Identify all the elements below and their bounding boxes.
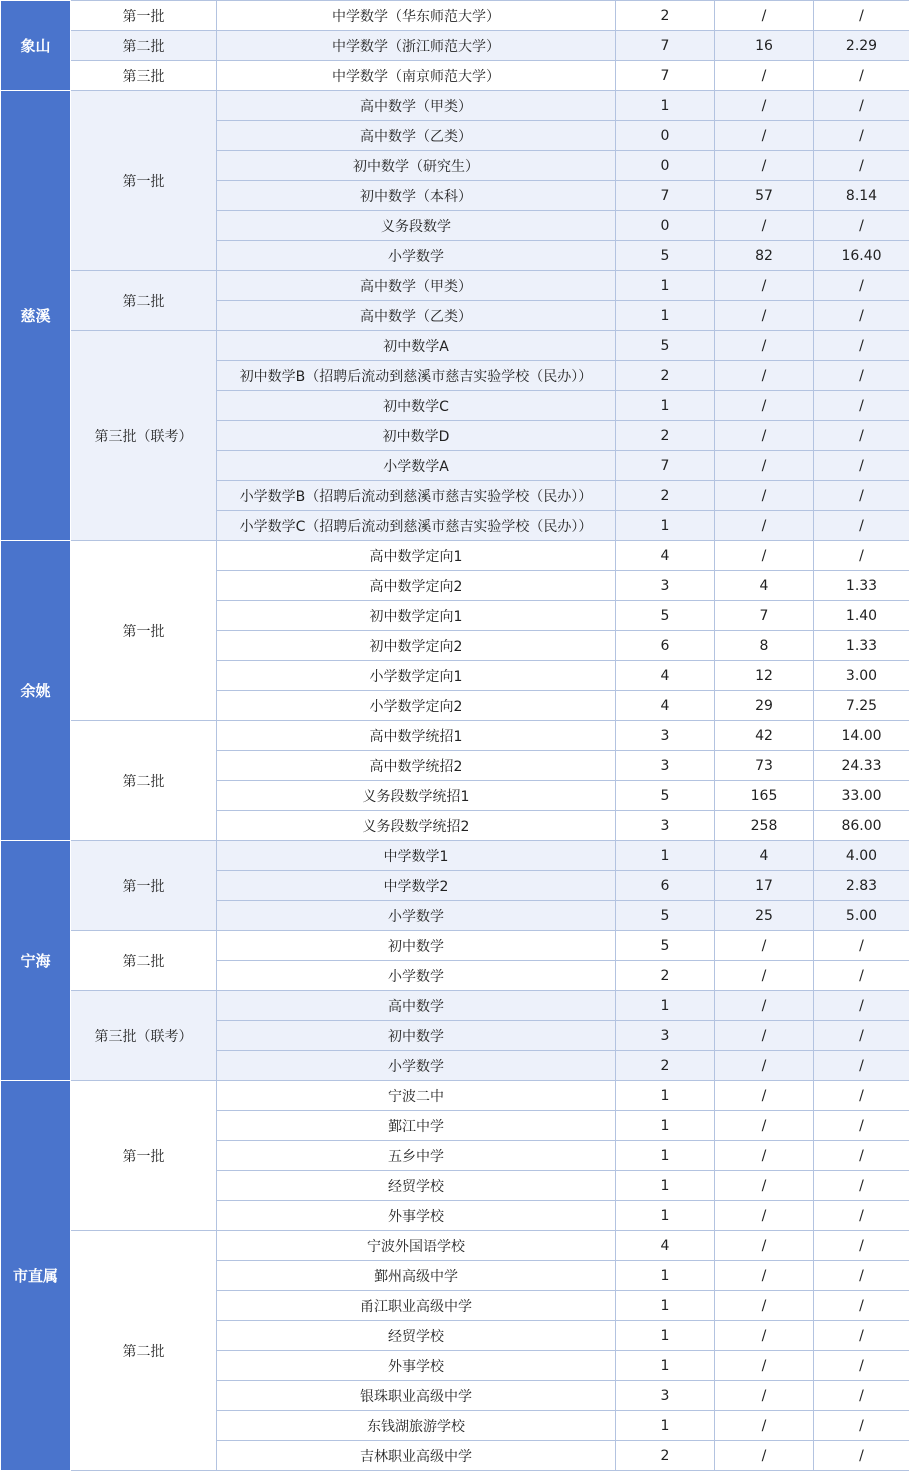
region-cell: 慈溪 [1,91,71,541]
quota-cell: 1 [616,1141,715,1171]
subject-cell: 高中数学统招1 [217,721,616,751]
subject-cell: 小学数学B（招聘后流动到慈溪市慈吉实验学校（民办）） [217,481,616,511]
applicants-cell: / [715,91,814,121]
batch-cell: 第一批 [71,1,217,31]
subject-cell: 高中数学（乙类） [217,121,616,151]
ratio-cell: / [814,481,909,511]
applicants-cell: / [715,211,814,241]
subject-cell: 初中数学C [217,391,616,421]
subject-cell: 小学数学C（招聘后流动到慈溪市慈吉实验学校（民办）） [217,511,616,541]
applicants-cell: / [715,361,814,391]
applicants-cell: / [715,121,814,151]
ratio-cell: / [814,541,909,571]
applicants-cell: / [715,61,814,91]
subject-cell: 小学数学 [217,961,616,991]
quota-cell: 2 [616,1441,715,1471]
subject-cell: 高中数学（乙类） [217,301,616,331]
ratio-cell: 86.00 [814,811,909,841]
ratio-cell: / [814,1441,909,1471]
subject-cell: 小学数学 [217,1051,616,1081]
subject-cell: 高中数学定向2 [217,571,616,601]
ratio-cell: / [814,1291,909,1321]
applicants-cell: / [715,1,814,31]
table-row [1,91,909,121]
table-row [1,271,909,301]
subject-cell: 小学数学 [217,241,616,271]
ratio-cell: / [814,61,909,91]
quota-cell: 1 [616,511,715,541]
subject-cell: 高中数学 [217,991,616,1021]
applicants-cell: / [715,961,814,991]
applicants-cell: / [715,1051,814,1081]
applicants-cell: 8 [715,631,814,661]
subject-cell: 小学数学 [217,901,616,931]
applicants-cell: / [715,1171,814,1201]
ratio-cell: / [814,211,909,241]
ratio-cell: 3.00 [814,661,909,691]
quota-cell: 5 [616,781,715,811]
applicants-cell: 16 [715,31,814,61]
quota-cell: 3 [616,751,715,781]
table-row [1,1,909,31]
ratio-cell: 1.40 [814,601,909,631]
ratio-cell: 8.14 [814,181,909,211]
ratio-cell: / [814,991,909,1021]
ratio-cell: / [814,361,909,391]
ratio-cell: / [814,451,909,481]
applicants-cell: 25 [715,901,814,931]
applicants-cell: / [715,151,814,181]
quota-cell: 7 [616,31,715,61]
subject-cell: 义务段数学统招2 [217,811,616,841]
subject-cell: 初中数学定向1 [217,601,616,631]
ratio-cell: / [814,1,909,31]
quota-cell: 1 [616,1321,715,1351]
ratio-cell: 16.40 [814,241,909,271]
quota-cell: 3 [616,1021,715,1051]
applicants-cell: 258 [715,811,814,841]
ratio-cell: 1.33 [814,571,909,601]
quota-cell: 1 [616,91,715,121]
quota-cell: 1 [616,301,715,331]
ratio-cell: / [814,1051,909,1081]
quota-cell: 3 [616,1381,715,1411]
batch-cell: 第一批 [71,91,217,271]
batch-cell: 第二批 [71,931,217,991]
ratio-cell: / [814,1381,909,1411]
applicants-cell: / [715,451,814,481]
subject-cell: 宁波外国语学校 [217,1231,616,1261]
quota-cell: 0 [616,151,715,181]
quota-cell: 3 [616,721,715,751]
quota-cell: 1 [616,391,715,421]
ratio-cell: / [814,1111,909,1141]
applicants-cell: / [715,1201,814,1231]
ratio-cell: / [814,1411,909,1441]
table-row [1,841,909,871]
applicants-cell: / [715,541,814,571]
quota-cell: 1 [616,1171,715,1201]
applicants-cell: / [715,421,814,451]
subject-cell: 中学数学（浙江师范大学） [217,31,616,61]
quota-cell: 1 [616,991,715,1021]
subject-cell: 宁波二中 [217,1081,616,1111]
table-row [1,1231,909,1261]
ratio-cell: / [814,961,909,991]
table-row [1,61,909,91]
batch-cell: 第二批 [71,31,217,61]
batch-cell: 第二批 [71,721,217,841]
quota-cell: 1 [616,1261,715,1291]
ratio-cell: / [814,1231,909,1261]
subject-cell: 中学数学2 [217,871,616,901]
subject-cell: 吉林职业高级中学 [217,1441,616,1471]
table-row [1,991,909,1021]
subject-cell: 鄞江中学 [217,1111,616,1141]
quota-cell: 0 [616,121,715,151]
quota-cell: 2 [616,1051,715,1081]
table-row [1,931,909,961]
table-row [1,721,909,751]
quota-cell: 5 [616,931,715,961]
applicants-cell: / [715,271,814,301]
ratio-cell: 2.83 [814,871,909,901]
applicants-cell: 12 [715,661,814,691]
applicants-cell: / [715,1441,814,1471]
quota-cell: 5 [616,241,715,271]
ratio-cell: / [814,271,909,301]
subject-cell: 鄞州高级中学 [217,1261,616,1291]
applicants-cell: / [715,1021,814,1051]
batch-cell: 第一批 [71,541,217,721]
applicants-cell: / [715,1231,814,1261]
batch-cell: 第一批 [71,1081,217,1231]
quota-cell: 1 [616,271,715,301]
subject-cell: 中学数学1 [217,841,616,871]
ratio-cell: / [814,511,909,541]
table-row [1,1081,909,1111]
subject-cell: 小学数学A [217,451,616,481]
batch-cell: 第三批（联考） [71,331,217,541]
ratio-cell: / [814,121,909,151]
ratio-cell: / [814,1261,909,1291]
applicants-cell: / [715,1291,814,1321]
subject-cell: 初中数学（本科） [217,181,616,211]
subject-cell: 初中数学（研究生） [217,151,616,181]
ratio-cell: 7.25 [814,691,909,721]
applicants-cell: 29 [715,691,814,721]
table-row [1,31,909,61]
quota-cell: 2 [616,361,715,391]
ratio-cell: / [814,301,909,331]
quota-cell: 6 [616,631,715,661]
subject-cell: 中学数学（华东师范大学） [217,1,616,31]
ratio-cell: 1.33 [814,631,909,661]
ratio-cell: 14.00 [814,721,909,751]
quota-cell: 4 [616,691,715,721]
applicants-cell: 7 [715,601,814,631]
subject-cell: 小学数学定向1 [217,661,616,691]
applicants-cell: 57 [715,181,814,211]
quota-cell: 1 [616,841,715,871]
quota-cell: 6 [616,871,715,901]
applicants-cell: 17 [715,871,814,901]
quota-cell: 4 [616,661,715,691]
quota-cell: 3 [616,571,715,601]
batch-cell: 第三批 [71,61,217,91]
subject-cell: 初中数学 [217,931,616,961]
quota-cell: 5 [616,601,715,631]
batch-cell: 第二批 [71,271,217,331]
ratio-cell: / [814,1141,909,1171]
applicants-cell: / [715,481,814,511]
subject-cell: 甬江职业高级中学 [217,1291,616,1321]
quota-cell: 5 [616,331,715,361]
quota-cell: 1 [616,1291,715,1321]
applicants-cell: 4 [715,571,814,601]
applicants-cell: / [715,511,814,541]
table-row [1,541,909,571]
applicants-cell: 82 [715,241,814,271]
ratio-cell: 4.00 [814,841,909,871]
region-cell: 宁海 [1,841,71,1081]
table-row [1,331,909,361]
batch-cell: 第三批（联考） [71,991,217,1081]
ratio-cell: / [814,1351,909,1381]
applicants-cell: / [715,1261,814,1291]
subject-cell: 义务段数学 [217,211,616,241]
applicants-cell: 42 [715,721,814,751]
quota-cell: 3 [616,811,715,841]
subject-cell: 五乡中学 [217,1141,616,1171]
quota-cell: 7 [616,61,715,91]
ratio-cell: 33.00 [814,781,909,811]
ratio-cell: / [814,1171,909,1201]
applicants-cell: / [715,331,814,361]
ratio-cell: 24.33 [814,751,909,781]
region-cell: 市直属 [1,1081,71,1471]
quota-cell: 2 [616,961,715,991]
subject-cell: 小学数学定向2 [217,691,616,721]
quota-cell: 2 [616,1,715,31]
applicants-cell: / [715,931,814,961]
subject-cell: 高中数学定向1 [217,541,616,571]
batch-cell: 第一批 [71,841,217,931]
subject-cell: 高中数学（甲类） [217,271,616,301]
ratio-cell: / [814,421,909,451]
quota-cell: 4 [616,1231,715,1261]
quota-cell: 7 [616,181,715,211]
quota-cell: 0 [616,211,715,241]
subject-cell: 初中数学A [217,331,616,361]
ratio-cell: / [814,1321,909,1351]
ratio-cell: 5.00 [814,901,909,931]
applicants-cell: 165 [715,781,814,811]
applicants-cell: / [715,1111,814,1141]
quota-cell: 1 [616,1201,715,1231]
applicants-cell: 4 [715,841,814,871]
region-cell: 余姚 [1,541,71,841]
quota-cell: 2 [616,421,715,451]
ratio-cell: / [814,1021,909,1051]
subject-cell: 经贸学校 [217,1171,616,1201]
quota-cell: 2 [616,481,715,511]
subject-cell: 初中数学 [217,1021,616,1051]
subject-cell: 外事学校 [217,1351,616,1381]
ratio-cell: / [814,1081,909,1111]
applicants-cell: / [715,991,814,1021]
ratio-cell: / [814,331,909,361]
quota-cell: 4 [616,541,715,571]
ratio-cell: / [814,391,909,421]
ratio-cell: / [814,91,909,121]
quota-cell: 7 [616,451,715,481]
applicants-cell: / [715,1081,814,1111]
ratio-cell: / [814,1201,909,1231]
quota-cell: 1 [616,1351,715,1381]
ratio-cell: / [814,151,909,181]
applicants-cell: / [715,391,814,421]
subject-cell: 中学数学（南京师范大学） [217,61,616,91]
quota-cell: 1 [616,1081,715,1111]
subject-cell: 初中数学B（招聘后流动到慈溪市慈吉实验学校（民办）） [217,361,616,391]
ratio-cell: 2.29 [814,31,909,61]
subject-cell: 高中数学（甲类） [217,91,616,121]
subject-cell: 初中数学D [217,421,616,451]
subject-cell: 外事学校 [217,1201,616,1231]
subject-cell: 经贸学校 [217,1321,616,1351]
applicants-cell: / [715,1321,814,1351]
applicants-cell: / [715,301,814,331]
applicants-cell: / [715,1411,814,1441]
applicants-cell: / [715,1351,814,1381]
quota-cell: 5 [616,901,715,931]
subject-cell: 银珠职业高级中学 [217,1381,616,1411]
applicants-cell: / [715,1141,814,1171]
subject-cell: 义务段数学统招1 [217,781,616,811]
region-cell: 象山 [1,1,71,91]
quota-cell: 1 [616,1411,715,1441]
subject-cell: 初中数学定向2 [217,631,616,661]
batch-cell: 第二批 [71,1231,217,1471]
ratio-cell: / [814,931,909,961]
subject-cell: 高中数学统招2 [217,751,616,781]
subject-cell: 东钱湖旅游学校 [217,1411,616,1441]
quota-cell: 1 [616,1111,715,1141]
applicants-cell: / [715,1381,814,1411]
applicants-cell: 73 [715,751,814,781]
